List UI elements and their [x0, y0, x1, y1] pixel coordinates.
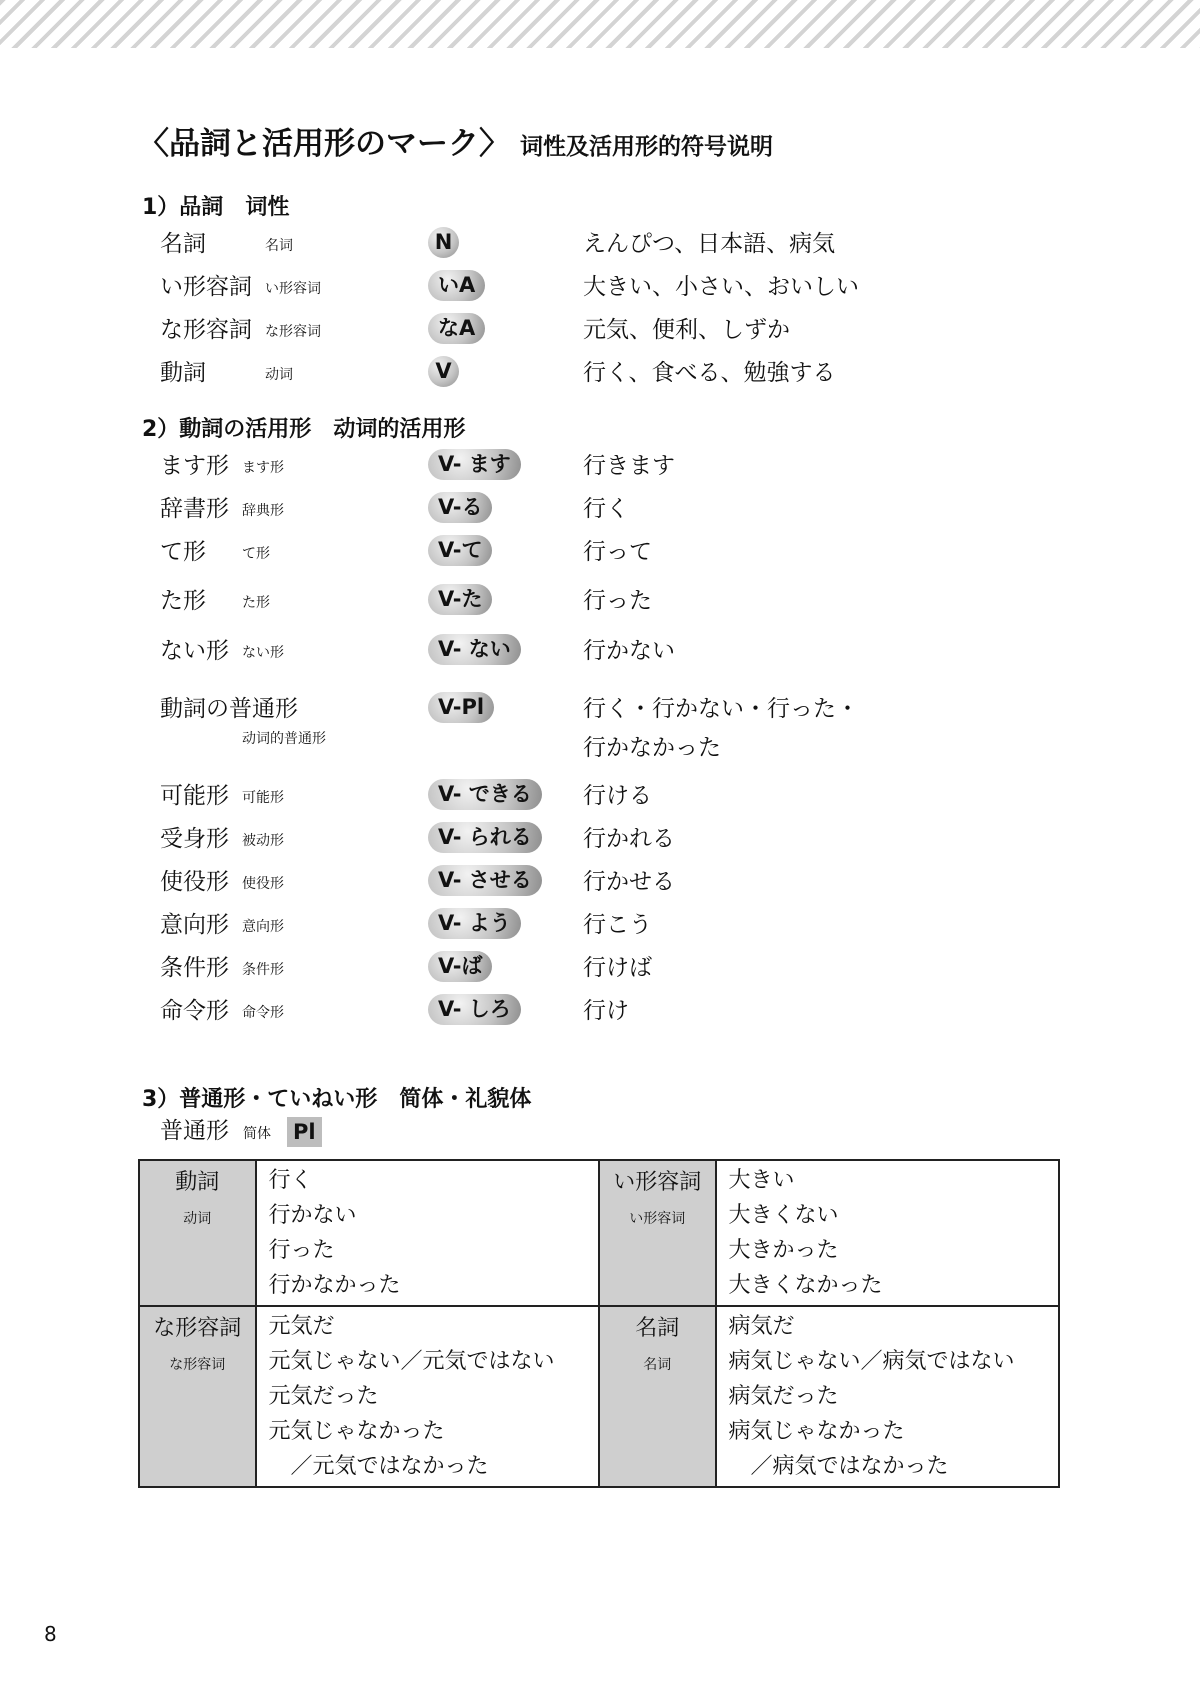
form-item: 行かなかった [268, 1273, 401, 1298]
form-row [0, 985, 1200, 1025]
table-head-cell [599, 1160, 716, 1306]
title-main: 〈品詞と活用形のマーク〉 [138, 126, 510, 162]
form-mark: V- ます [428, 449, 521, 480]
pos-term: 動詞 [160, 360, 206, 386]
forms-cell [716, 1160, 1059, 1306]
form-row [0, 813, 1200, 853]
pos-term: な形容詞 [160, 317, 252, 343]
form-example: 行った [583, 588, 652, 614]
form-cn: 可能形 [242, 790, 284, 806]
head-cn: 名词 [643, 1357, 672, 1373]
form-item: 大きい [728, 1168, 795, 1193]
form-cn: 辞典形 [242, 503, 284, 519]
section1-heading-label: 1）品詞 [142, 195, 224, 220]
form-mark: V- できる [428, 779, 542, 810]
form-cn: て形 [242, 546, 270, 562]
form-item: 病気じゃない／病気ではない [728, 1349, 1015, 1374]
form-cn: た形 [242, 595, 270, 611]
page-title [138, 118, 773, 163]
form-cn: 动词的普通形 [242, 731, 326, 747]
pos-cn: 动词 [265, 367, 293, 383]
title-sub: 词性及活用形的符号说明 [520, 134, 773, 160]
pos-cn: 名词 [265, 238, 293, 254]
form-item: 病気じゃなかった [728, 1419, 905, 1444]
table-row [139, 1160, 1059, 1306]
pos-example: 元気、便利、しずか [583, 317, 790, 343]
form-term: 可能形 [160, 783, 229, 809]
section1-heading-sub: 词性 [245, 195, 290, 220]
section3-heading-label: 3）普通形・ていねい形 [142, 1087, 378, 1112]
head-term: な形容詞 [153, 1316, 242, 1341]
pos-cn: な形容词 [265, 324, 321, 340]
form-example: 行ける [583, 783, 652, 809]
head-term: 名詞 [635, 1316, 680, 1341]
form-example: 行かない [583, 638, 675, 664]
form-row-plain [0, 683, 1200, 723]
form-example: 行かせる [583, 869, 675, 895]
plain-forms-table [138, 1159, 1060, 1488]
head-cn: な形容词 [169, 1357, 226, 1373]
form-term: ない形 [160, 638, 229, 664]
forms-cell [716, 1306, 1059, 1487]
plain-badge: Pl [287, 1117, 322, 1147]
form-row-plain-cont [0, 722, 1200, 762]
form-mark: V- られる [428, 822, 542, 853]
form-cn: ます形 [242, 460, 284, 476]
form-example: 行く [583, 496, 629, 522]
section3-heading-sub: 简体・礼貌体 [399, 1087, 532, 1112]
head-term: 動詞 [175, 1170, 220, 1195]
form-row [0, 483, 1200, 523]
form-item: 元気だった [268, 1384, 379, 1409]
head-cn: い形容词 [629, 1211, 686, 1227]
plain-form-line [160, 1112, 322, 1147]
form-example: 行かれる [583, 826, 675, 852]
form-term: 意向形 [160, 912, 229, 938]
form-mark: V- しろ [428, 994, 521, 1025]
table-row [139, 1306, 1059, 1487]
form-example: 行きます [583, 453, 675, 479]
form-cn: 使役形 [242, 876, 284, 892]
form-mark: V-た [428, 584, 492, 615]
plain-cn: 简体 [243, 1126, 271, 1142]
pos-example: 行く、食べる、勉強する [583, 360, 836, 386]
pos-cn: い形容词 [265, 281, 321, 297]
form-item: 行った [268, 1238, 335, 1263]
section2-heading [142, 412, 465, 443]
form-mark: V-て [428, 535, 492, 566]
form-example: 行けば [583, 955, 652, 981]
pos-row-i-adj [0, 261, 1200, 301]
form-cn: 意向形 [242, 919, 284, 935]
form-item: 行く [268, 1168, 313, 1193]
form-cn: 命令形 [242, 1005, 284, 1021]
forms-cell [256, 1160, 599, 1306]
form-example: 行け [583, 998, 629, 1024]
pos-example: えんぴつ、日本語、病気 [583, 231, 836, 257]
section2-heading-label: 2）動詞の活用形 [142, 417, 312, 442]
pos-term: い形容詞 [160, 274, 252, 300]
table-head-cell [599, 1306, 716, 1487]
form-example: 行く・行かない・行った・ [583, 696, 859, 722]
header-stripe [0, 0, 1200, 48]
form-item: 病気だった [728, 1384, 839, 1409]
pos-mark: いA [428, 270, 485, 301]
form-item: 大きくない [728, 1203, 839, 1228]
form-example: 行こう [583, 912, 652, 938]
form-mark: V- よう [428, 908, 521, 939]
head-cn: 动词 [183, 1211, 212, 1227]
section3-heading [142, 1082, 531, 1113]
form-term: 動詞の普通形 [160, 696, 298, 722]
form-mark: V-ば [428, 951, 492, 982]
form-row [0, 942, 1200, 982]
form-term: 辞書形 [160, 496, 229, 522]
form-row [0, 575, 1200, 615]
plain-term: 普通形 [160, 1118, 229, 1144]
form-row [0, 770, 1200, 810]
form-example: 行って [583, 539, 652, 565]
form-row [0, 899, 1200, 939]
form-mark: V- ない [428, 634, 521, 665]
form-item: 大きくなかった [728, 1273, 883, 1298]
form-term: 受身形 [160, 826, 229, 852]
form-mark: V-Pl [428, 692, 494, 723]
section1-heading [142, 190, 289, 221]
pos-term: 名詞 [160, 231, 206, 257]
pos-row-verb [0, 347, 1200, 387]
pos-mark: なA [428, 313, 485, 344]
page-number: 8 [44, 1622, 57, 1646]
form-item: 病気だ [728, 1314, 795, 1339]
table-head-cell [139, 1160, 256, 1306]
pos-mark: V [428, 356, 459, 387]
form-term: 使役形 [160, 869, 229, 895]
section2-heading-sub: 动词的活用形 [333, 417, 466, 442]
form-item: 元気じゃなかった [268, 1419, 445, 1444]
pos-mark: N [428, 227, 459, 258]
form-cn: 条件形 [242, 962, 284, 978]
form-row [0, 440, 1200, 480]
form-cn: 被动形 [242, 833, 284, 849]
pos-row-noun [0, 218, 1200, 258]
form-mark: V- させる [428, 865, 542, 896]
form-row [0, 526, 1200, 566]
form-row [0, 856, 1200, 896]
head-term: い形容詞 [613, 1170, 702, 1195]
table-head-cell [139, 1306, 256, 1487]
form-item: 元気じゃない／元気ではない [268, 1349, 555, 1374]
form-term: た形 [160, 588, 206, 614]
forms-cell [256, 1306, 599, 1487]
form-term: 命令形 [160, 998, 229, 1024]
form-term: て形 [160, 539, 206, 565]
form-item: ／元気ではなかった [290, 1454, 489, 1479]
form-example-cont: 行かなかった [583, 735, 721, 761]
pos-row-na-adj [0, 304, 1200, 344]
form-item: 行かない [268, 1203, 357, 1228]
form-row [0, 625, 1200, 665]
form-mark: V-る [428, 492, 492, 523]
pos-example: 大きい、小さい、おいしい [583, 274, 859, 300]
form-item: ／病気ではなかった [750, 1454, 949, 1479]
form-item: 元気だ [268, 1314, 335, 1339]
form-cn: ない形 [242, 645, 284, 661]
form-term: 条件形 [160, 955, 229, 981]
form-term: ます形 [160, 453, 229, 479]
form-item: 大きかった [728, 1238, 839, 1263]
